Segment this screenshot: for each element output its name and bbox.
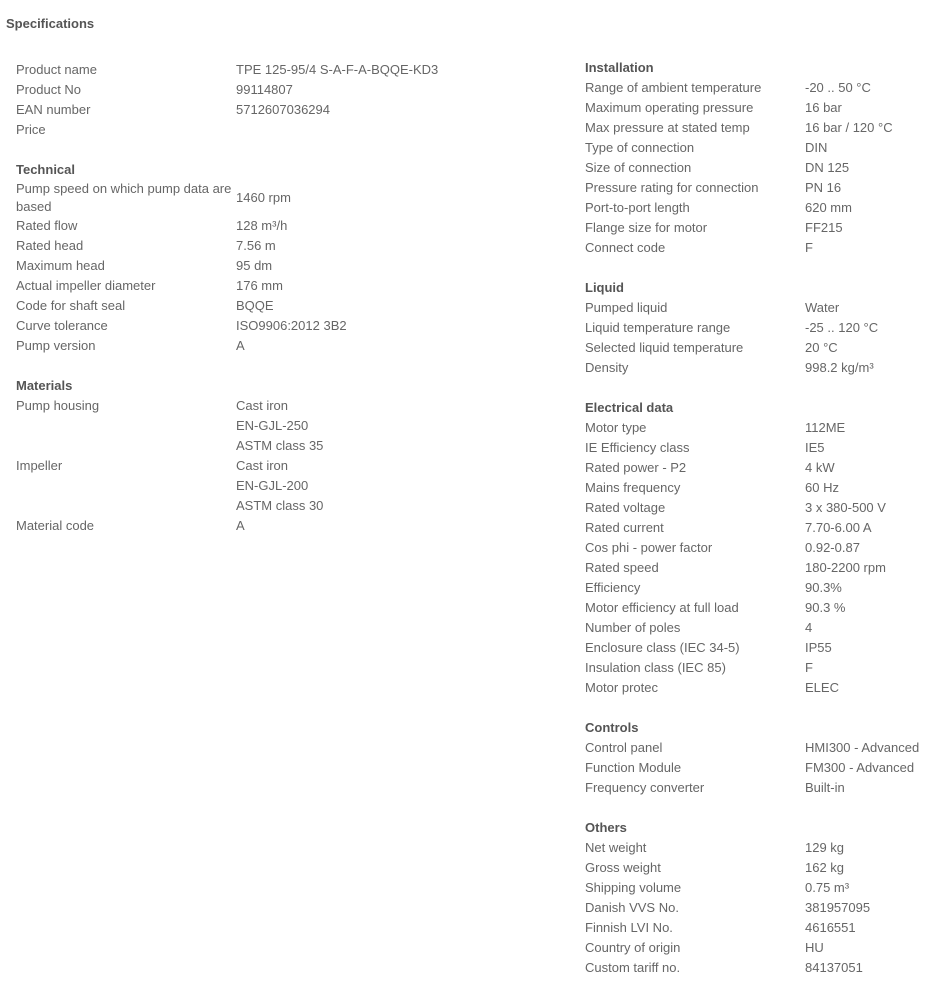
spec-row [16,216,546,236]
spec-label: Custom tariff no. [585,960,681,975]
spec-label: Motor efficiency at full load [585,600,739,615]
spec-row [585,738,929,758]
spec-label: Pump version [16,338,96,353]
page-title: Specifications [6,16,95,31]
spec-label: Finnish LVI No. [585,920,673,935]
spec-label: Net weight [585,840,647,855]
spec-row [585,318,929,338]
liquid-section [585,278,929,378]
spec-value: 129 kg [805,840,845,855]
spec-value: Cast iron [236,398,289,413]
spec-row [585,598,929,618]
spec-value: 84137051 [805,960,863,975]
spec-label: Motor type [585,420,647,435]
spec-row [585,958,929,978]
spec-label: Frequency converter [585,780,705,795]
spec-label: Pump speed on which pump data are based [16,181,232,214]
spec-label: Control panel [585,740,663,755]
spec-row [585,858,929,878]
spec-row [585,98,929,118]
spec-value: HU [805,940,824,955]
spec-label: Product No [16,82,82,97]
spec-row [585,898,929,918]
spec-row [585,878,929,898]
spec-row-pump-housing [16,396,546,456]
spec-label: Rated power - P2 [585,460,687,475]
spec-value: 99114807 [236,82,293,97]
spec-row [585,78,929,98]
spec-row [585,158,929,178]
spec-value: BQQE [236,298,274,313]
spec-row [585,578,929,598]
spec-label: Material code [16,518,95,533]
spec-value: 95 dm [236,258,273,273]
spec-value: TPE 125-95/4 S-A-F-A-BQQE-KD3 [236,62,439,77]
spec-label: IE Efficiency class [585,440,690,455]
spec-label: Curve tolerance [16,318,108,333]
spec-label: Rated voltage [585,500,666,515]
spec-row [585,778,929,798]
spec-label: Rated current [585,520,664,535]
spec-label: Country of origin [585,940,681,955]
technical-section [16,160,546,356]
spec-row [585,638,929,658]
spec-label: Port-to-port length [585,200,690,215]
spec-value: 5712607036294 [236,102,330,117]
spec-row [585,838,929,858]
installation-section [585,58,929,258]
spec-value: HMI300 - Advanced [805,740,920,755]
spec-value: 60 Hz [805,480,839,495]
spec-value: 162 kg [805,860,845,875]
spec-value: 0.75 m³ [805,880,850,895]
spec-label: Price [16,122,46,137]
spec-row [585,118,929,138]
spec-row [16,276,546,296]
left-column [16,60,546,556]
spec-label: Rated speed [585,560,659,575]
spec-value: 1460 rpm [236,190,291,205]
section-title: Others [585,820,627,835]
spec-value: 128 m³/h [236,218,288,233]
spec-value: PN 16 [805,180,842,195]
spec-label: Actual impeller diameter [16,278,156,293]
spec-value: 16 bar [805,100,842,115]
spec-row [585,558,929,578]
spec-value: 998.2 kg/m³ [805,360,874,375]
spec-value-list [236,456,323,516]
general-section [16,60,546,140]
materials-section [16,376,546,536]
spec-value: F [805,240,813,255]
spec-label: Type of connection [585,140,695,155]
spec-value: FM300 - Advanced [805,760,915,775]
spec-row [585,538,929,558]
section-title: Controls [585,720,639,735]
spec-row [585,438,929,458]
spec-value: 4616551 [805,920,856,935]
spec-label: Maximum operating pressure [585,100,754,115]
spec-value: Built-in [805,780,845,795]
spec-label: Max pressure at stated temp [585,120,750,135]
spec-row [16,296,546,316]
spec-row [585,498,929,518]
spec-value: 112ME [805,420,846,435]
spec-label: Rated flow [16,218,78,233]
spec-label: Efficiency [585,580,641,595]
spec-row [585,138,929,158]
spec-value: ISO9906:2012 3B2 [236,318,347,333]
spec-value: 620 mm [805,200,852,215]
electrical-section [585,398,929,698]
spec-row [585,758,929,778]
spec-value: -25 .. 120 °C [805,320,879,335]
spec-row-ean-number [16,100,546,120]
spec-label: Gross weight [585,860,661,875]
spec-label: Connect code [585,240,666,255]
spec-value: DN 125 [805,160,850,175]
spec-label: Motor protec [585,680,658,695]
section-title: Electrical data [585,400,674,415]
spec-value: IP55 [805,640,832,655]
spec-label: Code for shaft seal [16,298,126,313]
spec-row [585,238,929,258]
spec-value: Water [805,300,840,315]
spec-row [585,358,929,378]
spec-label: Density [585,360,629,375]
spec-row [585,478,929,498]
right-column [585,58,929,998]
spec-row [16,336,546,356]
spec-row [585,678,929,698]
spec-label: Pumped liquid [585,300,668,315]
spec-label: Pump housing [16,398,100,413]
spec-row-impeller [16,456,546,516]
spec-value: -20 .. 50 °C [805,80,871,95]
spec-value: F [805,660,813,675]
spec-value: 4 [805,620,813,635]
spec-value: ELEC [805,680,839,695]
spec-label: Rated head [16,238,84,253]
spec-row [16,256,546,276]
spec-label: Cos phi - power factor [585,540,713,555]
spec-value: 7.70-6.00 A [805,520,872,535]
spec-row [585,618,929,638]
spec-label: Flange size for motor [585,220,708,235]
spec-value: 7.56 m [236,238,276,253]
spec-label: Shipping volume [585,880,682,895]
spec-value: 90.3% [805,580,842,595]
spec-label: Liquid temperature range [585,320,731,335]
spec-value: ASTM class 35 [236,438,324,453]
spec-value: IE5 [805,440,825,455]
spec-label: Selected liquid temperature [585,340,744,355]
spec-row [585,178,929,198]
spec-label: Size of connection [585,160,692,175]
spec-value: 20 °C [805,340,838,355]
spec-row [585,518,929,538]
spec-row-product-name [16,60,546,80]
spec-value: Cast iron [236,458,289,473]
spec-value: ASTM class 30 [236,498,324,513]
spec-value: 0.92-0.87 [805,540,860,555]
section-title: Liquid [585,280,624,295]
spec-value: FF215 [805,220,843,235]
spec-value: 3 x 380-500 V [805,500,886,515]
spec-row [585,418,929,438]
spec-row [585,938,929,958]
spec-label: Danish VVS No. [585,900,679,915]
spec-row-product-no [16,80,546,100]
spec-row [585,218,929,238]
spec-value: A [236,338,245,353]
spec-value: 180-2200 rpm [805,560,886,575]
spec-value: DIN [805,140,828,155]
section-title: Materials [16,378,73,393]
spec-row [585,658,929,678]
spec-label: Number of poles [585,620,681,635]
spec-value: A [236,518,245,533]
spec-row [16,180,546,216]
controls-section [585,718,929,798]
spec-label: Maximum head [16,258,105,273]
spec-label: Impeller [16,458,63,473]
spec-row [585,918,929,938]
spec-label: Range of ambient temperature [585,80,762,95]
spec-value: EN-GJL-250 [236,418,309,433]
spec-label: Enclosure class (IEC 34-5) [585,640,740,655]
spec-value: EN-GJL-200 [236,478,309,493]
spec-value: 4 kW [805,460,835,475]
spec-row-price [16,120,546,140]
spec-label: Pressure rating for connection [585,180,759,195]
spec-row [585,338,929,358]
spec-row [585,198,929,218]
spec-value-list [236,396,323,456]
spec-label: Product name [16,62,97,77]
spec-value: 16 bar / 120 °C [805,120,893,135]
section-title: Installation [585,60,654,75]
spec-row-material-code [16,516,546,536]
spec-label: Function Module [585,760,682,775]
spec-label: Mains frequency [585,480,681,495]
spec-label: Insulation class (IEC 85) [585,660,726,675]
section-title: Technical [16,162,76,177]
spec-label: EAN number [16,102,91,117]
spec-row [16,236,546,256]
spec-row [585,298,929,318]
spec-row [16,316,546,336]
spec-row [585,458,929,478]
spec-value: 176 mm [236,278,283,293]
spec-value: 381957095 [805,900,871,915]
spec-value: 90.3 % [805,600,846,615]
others-section [585,818,929,978]
